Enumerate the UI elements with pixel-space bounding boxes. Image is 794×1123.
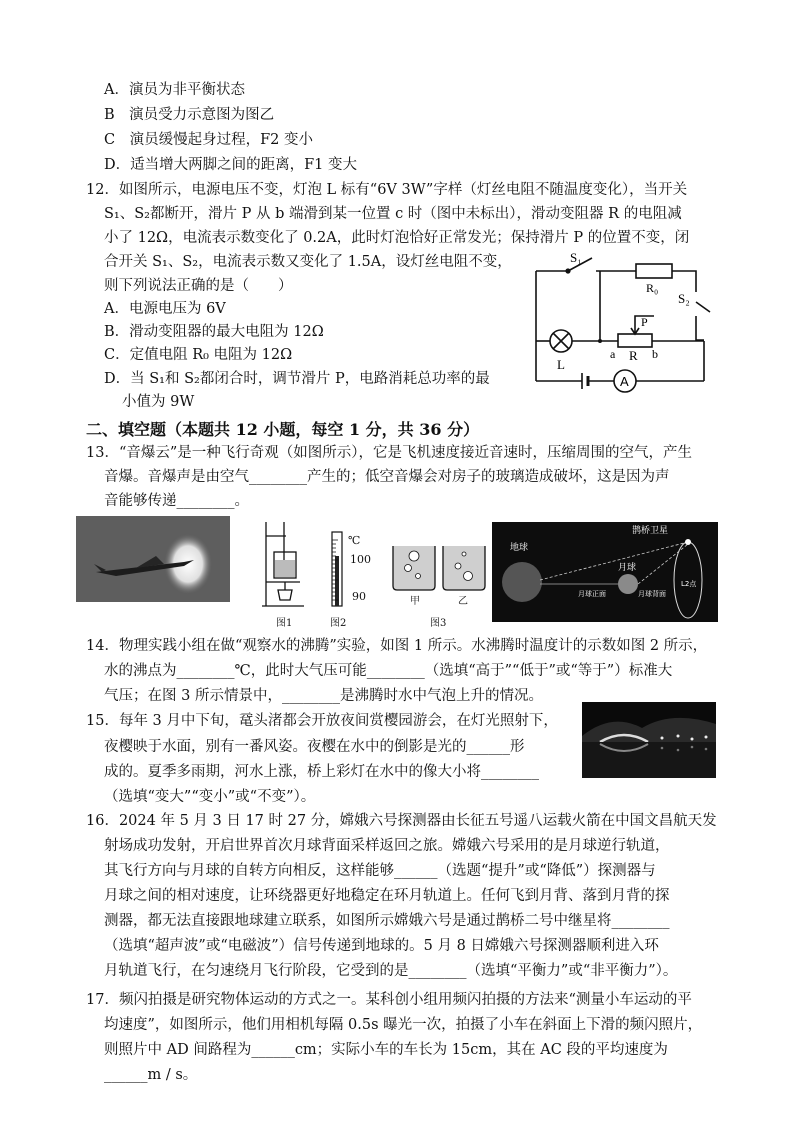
night-cherry-blossom-photo bbox=[582, 702, 716, 778]
q12-line-4: 合开关 S₁、S₂，电流表示数又变化了 1.5A，设灯丝电阻不变， bbox=[104, 254, 512, 270]
q17-line-1: 17．频闪拍摄是研究物体运动的方式之一。某科创小组用频闪拍摄的方法来“测量小车运动的平 bbox=[86, 992, 692, 1008]
q12-option-d-line-2: 小值为 9W bbox=[122, 394, 195, 410]
q12-option-c: C．定值电阻 R₀ 电阻为 12Ω bbox=[104, 347, 293, 363]
q12-option-a: A．电源电压为 6V bbox=[104, 301, 226, 317]
q17-line-4: ______m / s。 bbox=[104, 1067, 198, 1083]
sonic-boom-photo bbox=[76, 516, 230, 602]
circuit-label-p: P bbox=[641, 315, 648, 329]
q16-line-4: 月球之间的相对速度，让环绕器更好地稳定在环月轨道上。任何飞到月背、落到月背的探 bbox=[104, 888, 670, 904]
figure-3-caption: 图3 bbox=[430, 618, 447, 629]
figure-1-caption: 图1 bbox=[276, 618, 293, 629]
section-2-heading: 二、填空题（本题共 12 小题，每空 1 分，共 36 分） bbox=[86, 420, 480, 439]
q15-line-3: 成的。夏季多雨期，河水上涨，桥上彩灯在水中的像大小将________ bbox=[104, 764, 539, 780]
q16-line-3: 其飞行方向与月球的自转方向相反，这样能够______（选题“提升”或“降低”）探测器与 bbox=[104, 863, 656, 879]
q11-option-b: B 演员受力示意图为图乙 bbox=[104, 107, 275, 123]
q11-option-a: A．演员为非平衡状态 bbox=[104, 82, 245, 98]
q15-line-1: 15．每年 3 月中下旬，鼋头渚都会开放夜间赏樱园游会，在灯光照射下， bbox=[86, 713, 558, 729]
q16-line-1: 16．2024 年 5 月 3 日 17 时 27 分，嫦娥六号探测器由长征五号遥八运载火箭在中国文昌航天发 bbox=[86, 813, 717, 829]
circuit-label-s1: S₁ bbox=[570, 250, 582, 265]
circuit-label-a: a bbox=[610, 347, 616, 361]
q16-line-2: 射场成功发射，开启世界首次月球背面采样返回之旅。嫦娥六号采用的是月球逆行轨道， bbox=[104, 838, 670, 854]
circuit-label-r0: R₀ bbox=[646, 281, 659, 295]
lunar-relay-diagram bbox=[492, 522, 718, 622]
q15-line-2: 夜樱映于水面，别有一番风姿。夜樱在水中的倒影是光的______形 bbox=[104, 739, 525, 755]
thermometer-tick-100: 100 bbox=[350, 553, 371, 566]
bubble-beakers-figure bbox=[390, 542, 488, 592]
relay-satellite-label: 鹊桥卫星 bbox=[632, 526, 669, 536]
moon-near-side-label: 月球正面 bbox=[578, 590, 606, 598]
q13-line-2: 音爆。音爆声是由空气________产生的；低空音爆会对房子的玻璃造成破坏，这是因为声 bbox=[104, 469, 670, 485]
circuit-label-r: R bbox=[629, 348, 638, 363]
beaker-label-yi: 乙 bbox=[458, 596, 468, 607]
thermometer-figure bbox=[326, 530, 348, 608]
l2-point-label: L2点 bbox=[681, 580, 697, 588]
circuit-diagram bbox=[528, 246, 720, 396]
thermometer-unit: ℃ bbox=[348, 534, 361, 547]
q14-line-1: 14．物理实践小组在做“观察水的沸腾”实验，如图 1 所示。水沸腾时温度计的示数如图 2 所示， bbox=[86, 638, 708, 654]
q14-line-2: 水的沸点为________℃，此时大气压可能________（选填“高于”“低于”或“等于”）标准大 bbox=[104, 663, 673, 679]
q16-line-5: 测器，都无法直接跟地球建立联系，如图所示嫦娥六号是通过鹊桥二号中继星将________ bbox=[104, 913, 670, 929]
q16-line-6: （选填“超声波”或“电磁波”）信号传递到地球的。5 月 8 日嫦娥六号探测器顺利进入环 bbox=[104, 938, 659, 954]
q11-option-d: D．适当增大两脚之间的距离，F1 变大 bbox=[104, 157, 358, 173]
circuit-label-b: b bbox=[652, 347, 658, 361]
q16-line-7: 月轨道飞行，在匀速绕月飞行阶段，它受到的是________（选填“平衡力”或“非平衡力”）。 bbox=[104, 963, 678, 979]
q12-option-b: B．滑动变阻器的最大电阻为 12Ω bbox=[104, 324, 324, 340]
thermometer-tick-90: 90 bbox=[352, 590, 366, 603]
figure-2-caption: 图2 bbox=[330, 618, 347, 629]
q12-line-1: 12．如图所示，电源电压不变，灯泡 L 标有“6V 3W”字样（灯丝电阻不随温度变化），当开关 bbox=[86, 182, 688, 198]
q17-line-3: 则照片中 AD 间路程为______cm；实际小车的车长为 15cm，其在 AC 段的平均速度为 bbox=[104, 1042, 668, 1058]
beaker-label-jia: 甲 bbox=[410, 596, 420, 607]
q12-line-2: S₁、S₂都断开，滑片 P 从 b 端滑到某一位置 c 时（图中未标出），滑动变阻器 R 的电阻减 bbox=[104, 206, 682, 222]
moon-label: 月球 bbox=[618, 563, 637, 573]
q12-option-d-line-1: D．当 S₁和 S₂都闭合时，调节滑片 P，电路消耗总功率的最 bbox=[104, 371, 490, 387]
q13-line-3: 音能够传递________。 bbox=[104, 493, 249, 509]
q14-line-3: 气压；在图 3 所示情景中，________是沸腾时水中气泡上升的情况。 bbox=[104, 688, 543, 704]
q13-line-1: 13．“音爆云”是一种飞行奇观（如图所示），它是飞机速度接近音速时，压缩周围的空气，产生 bbox=[86, 445, 693, 461]
moon-far-side-label: 月球背面 bbox=[638, 590, 666, 598]
q12-line-5: 则下列说法正确的是（ ） bbox=[104, 278, 293, 294]
q17-line-2: 均速度”，如图所示，他们用相机每隔 0.5s 曝光一次，拍摄了小车在斜面上下滑的频闪照片， bbox=[104, 1017, 703, 1033]
q11-option-c: C 演员缓慢起身过程，F2 变小 bbox=[104, 132, 313, 148]
circuit-label-l: L bbox=[557, 357, 565, 372]
boiling-apparatus-figure bbox=[260, 516, 310, 612]
earth-label: 地球 bbox=[510, 543, 529, 553]
q15-line-4: （选填“变大”“变小”或“不变”）。 bbox=[104, 789, 316, 805]
q12-line-3: 小了 12Ω，电流表示数变化了 0.2A，此时灯泡恰好正常发光；保持滑片 P 的位置不变，闭 bbox=[104, 230, 690, 246]
ammeter-label: A bbox=[620, 374, 629, 389]
circuit-label-s2: S₂ bbox=[678, 291, 690, 306]
